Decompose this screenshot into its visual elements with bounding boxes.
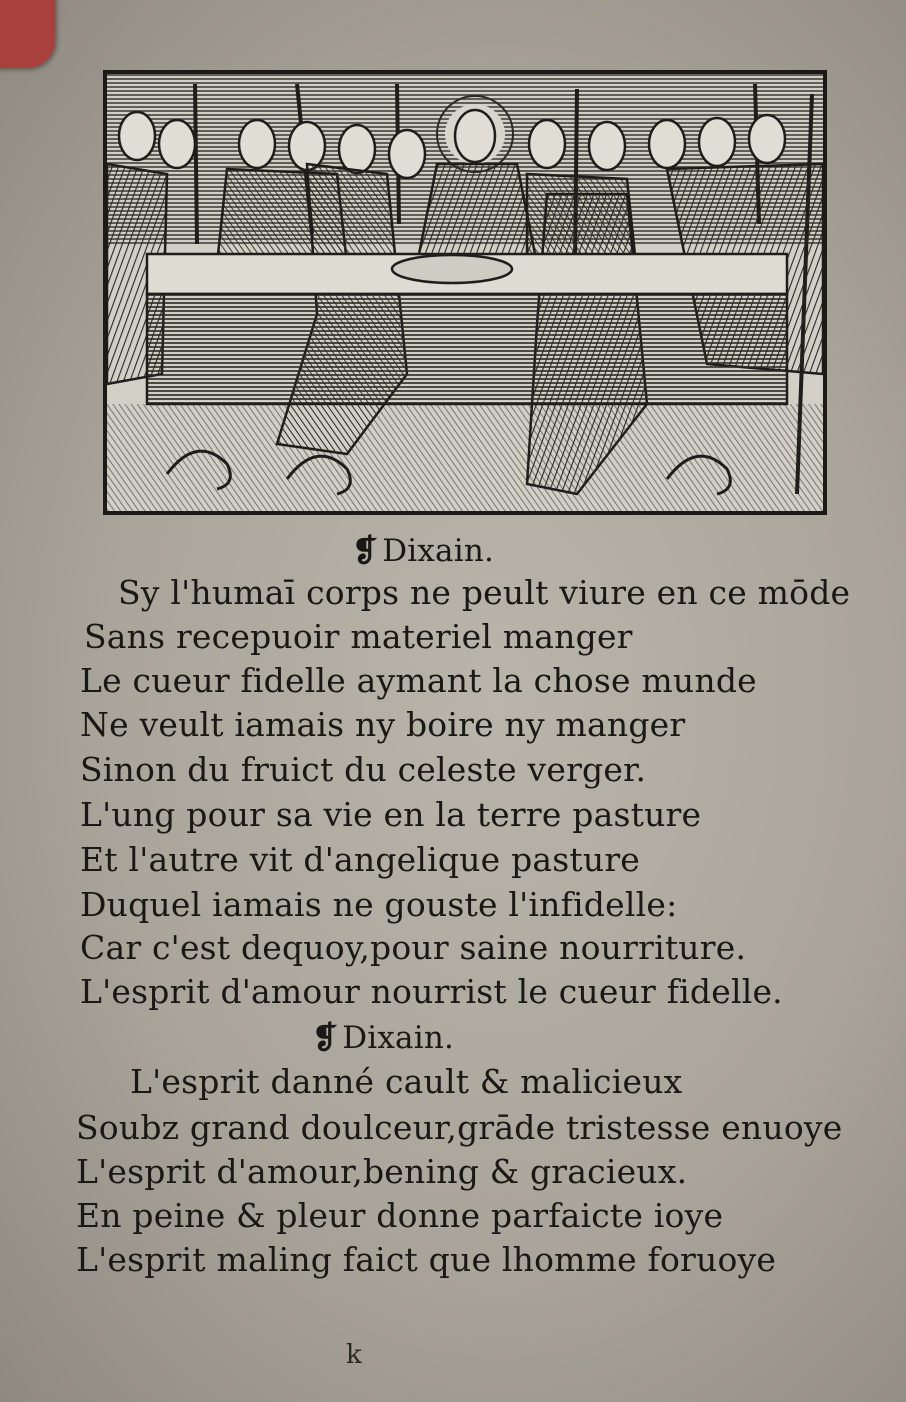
verse-line: Duquel iamais ne gouste l'infidelle: [80,885,678,924]
verse-line: Ne veult iamais ny boire ny manger [80,705,686,744]
verse-line: Car c'est dequoy,pour saine nourriture. [80,928,747,967]
verse-line: L'esprit d'amour nourrist le cueur fidelle. [80,972,783,1011]
verse-line: L'esprit maling faict que lhomme foruoye [76,1240,777,1279]
verse-line: Soubz grand doulceur,grāde tristesse enuoye [76,1108,843,1147]
verse-line: En peine & pleur donne parfaicte ioye [76,1196,724,1235]
pilcrow-icon: ❡ [312,1020,339,1056]
catchmark: k [346,1340,362,1370]
section1-heading: ❡ Dixain. [352,533,495,569]
verse-line: L'esprit danné cault & malicieux [130,1062,683,1101]
verse-line: Et l'autre vit d'angelique pasture [80,840,641,879]
woodcut-illustration [103,70,827,515]
red-page-tab [0,0,55,68]
verse-line: Sy l'humaī corps ne peult viure en ce mōde [118,573,851,612]
pilcrow-icon: ❡ [352,533,379,569]
last-supper-woodcut-icon [107,74,823,511]
verse-line: L'esprit d'amour,bening & gracieux. [76,1152,688,1191]
verse-line: Sinon du fruict du celeste verger. [80,750,647,789]
verse-line: Le cueur fidelle aymant la chose munde [80,661,757,700]
verse-line: L'ung pour sa vie en la terre pasture [80,795,702,834]
section2-heading: ❡ Dixain. [312,1020,455,1056]
verse-line: Sans recepuoir materiel manger [84,617,633,656]
